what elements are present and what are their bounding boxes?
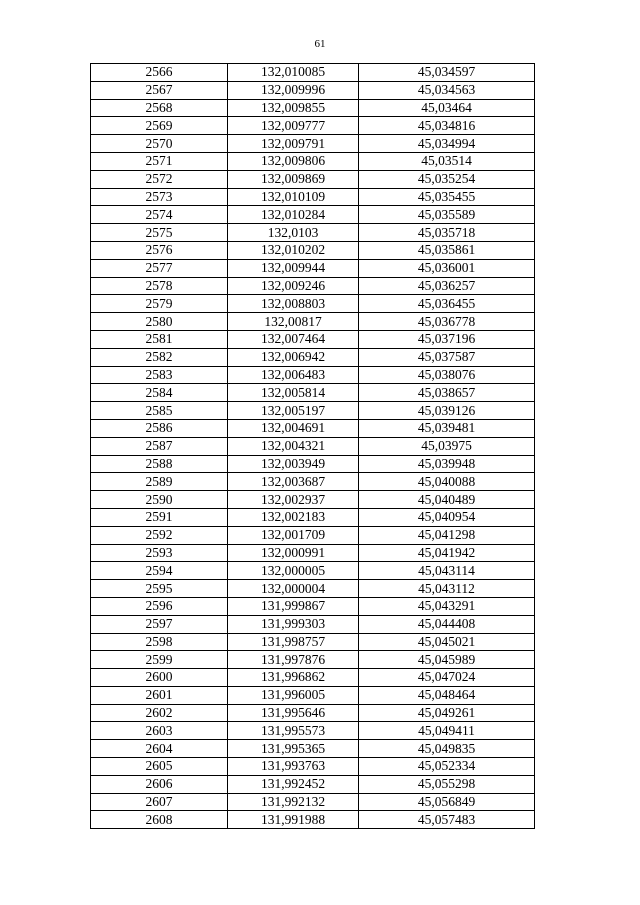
table-row: [91, 526, 535, 544]
point-number-cell: 2599: [91, 651, 228, 669]
table-row: [91, 224, 535, 242]
latitude-cell: 45,035861: [359, 241, 535, 259]
longitude-cell: 132,009777: [228, 117, 359, 135]
table-row: [91, 686, 535, 704]
point-number-cell: 2581: [91, 330, 228, 348]
table-row: [91, 348, 535, 366]
point-number-cell: 2594: [91, 562, 228, 580]
table-row: [91, 277, 535, 295]
longitude-cell: 131,991988: [228, 811, 359, 829]
table-row: [91, 562, 535, 580]
longitude-cell: 132,004691: [228, 419, 359, 437]
point-number-cell: 2568: [91, 99, 228, 117]
latitude-cell: 45,034816: [359, 117, 535, 135]
point-number-cell: 2588: [91, 455, 228, 473]
point-number-cell: 2572: [91, 170, 228, 188]
table-row: [91, 117, 535, 135]
point-number-cell: 2598: [91, 633, 228, 651]
longitude-cell: 132,009996: [228, 81, 359, 99]
point-number-cell: 2602: [91, 704, 228, 722]
longitude-cell: 132,006942: [228, 348, 359, 366]
table-row: [91, 508, 535, 526]
latitude-cell: 45,035589: [359, 206, 535, 224]
longitude-cell: 131,999867: [228, 597, 359, 615]
table-row: [91, 295, 535, 313]
table-row: [91, 793, 535, 811]
table-row: [91, 99, 535, 117]
point-number-cell: 2566: [91, 64, 228, 82]
page-number: 61: [314, 38, 326, 50]
latitude-cell: 45,041298: [359, 526, 535, 544]
latitude-cell: 45,036001: [359, 259, 535, 277]
longitude-cell: 132,003949: [228, 455, 359, 473]
table-row: [91, 135, 535, 153]
longitude-cell: 132,005814: [228, 384, 359, 402]
longitude-cell: 131,993763: [228, 758, 359, 776]
point-number-cell: 2575: [91, 224, 228, 242]
point-number-cell: 2605: [91, 758, 228, 776]
point-number-cell: 2582: [91, 348, 228, 366]
point-number-cell: 2587: [91, 437, 228, 455]
table-row: [91, 81, 535, 99]
longitude-cell: 132,003687: [228, 473, 359, 491]
longitude-cell: 132,009806: [228, 152, 359, 170]
table-row: [91, 170, 535, 188]
latitude-cell: 45,043114: [359, 562, 535, 580]
table-row: [91, 259, 535, 277]
table-row: [91, 491, 535, 509]
point-number-cell: 2576: [91, 241, 228, 259]
point-number-cell: 2586: [91, 419, 228, 437]
longitude-cell: 131,999303: [228, 615, 359, 633]
longitude-cell: 132,009944: [228, 259, 359, 277]
latitude-cell: 45,045021: [359, 633, 535, 651]
longitude-cell: 132,010109: [228, 188, 359, 206]
coordinates-table: [90, 63, 535, 829]
latitude-cell: 45,035455: [359, 188, 535, 206]
longitude-cell: 131,992132: [228, 793, 359, 811]
longitude-cell: 132,00817: [228, 313, 359, 331]
latitude-cell: 45,036778: [359, 313, 535, 331]
latitude-cell: 45,043112: [359, 580, 535, 598]
longitude-cell: 132,004321: [228, 437, 359, 455]
table-row: [91, 704, 535, 722]
latitude-cell: 45,040489: [359, 491, 535, 509]
point-number-cell: 2601: [91, 686, 228, 704]
latitude-cell: 45,035718: [359, 224, 535, 242]
latitude-cell: 45,041942: [359, 544, 535, 562]
point-number-cell: 2567: [91, 81, 228, 99]
longitude-cell: 132,010284: [228, 206, 359, 224]
longitude-cell: 132,002937: [228, 491, 359, 509]
longitude-cell: 132,006483: [228, 366, 359, 384]
table-row: [91, 811, 535, 829]
point-number-cell: 2593: [91, 544, 228, 562]
longitude-cell: 132,000004: [228, 580, 359, 598]
coordinates-table-body: [91, 64, 535, 829]
latitude-cell: 45,055298: [359, 775, 535, 793]
longitude-cell: 131,998757: [228, 633, 359, 651]
table-row: [91, 669, 535, 687]
latitude-cell: 45,036455: [359, 295, 535, 313]
latitude-cell: 45,049261: [359, 704, 535, 722]
latitude-cell: 45,039948: [359, 455, 535, 473]
table-row: [91, 384, 535, 402]
table-row: [91, 758, 535, 776]
point-number-cell: 2595: [91, 580, 228, 598]
point-number-cell: 2584: [91, 384, 228, 402]
table-row: [91, 366, 535, 384]
latitude-cell: 45,037196: [359, 330, 535, 348]
latitude-cell: 45,044408: [359, 615, 535, 633]
latitude-cell: 45,03975: [359, 437, 535, 455]
point-number-cell: 2579: [91, 295, 228, 313]
point-number-cell: 2580: [91, 313, 228, 331]
point-number-cell: 2585: [91, 402, 228, 420]
table-row: [91, 651, 535, 669]
point-number-cell: 2570: [91, 135, 228, 153]
longitude-cell: 132,0103: [228, 224, 359, 242]
latitude-cell: 45,038657: [359, 384, 535, 402]
longitude-cell: 131,992452: [228, 775, 359, 793]
longitude-cell: 132,009869: [228, 170, 359, 188]
latitude-cell: 45,049411: [359, 722, 535, 740]
table-row: [91, 402, 535, 420]
point-number-cell: 2583: [91, 366, 228, 384]
longitude-cell: 131,996005: [228, 686, 359, 704]
table-row: [91, 597, 535, 615]
table-row: [91, 740, 535, 758]
latitude-cell: 45,045989: [359, 651, 535, 669]
longitude-cell: 131,996862: [228, 669, 359, 687]
table-row: [91, 188, 535, 206]
latitude-cell: 45,040954: [359, 508, 535, 526]
longitude-cell: 132,009246: [228, 277, 359, 295]
table-row: [91, 437, 535, 455]
longitude-cell: 131,995365: [228, 740, 359, 758]
longitude-cell: 132,002183: [228, 508, 359, 526]
latitude-cell: 45,047024: [359, 669, 535, 687]
longitude-cell: 132,005197: [228, 402, 359, 420]
point-number-cell: 2597: [91, 615, 228, 633]
point-number-cell: 2592: [91, 526, 228, 544]
latitude-cell: 45,057483: [359, 811, 535, 829]
table-row: [91, 544, 535, 562]
table-row: [91, 152, 535, 170]
point-number-cell: 2608: [91, 811, 228, 829]
longitude-cell: 132,009855: [228, 99, 359, 117]
table-row: [91, 775, 535, 793]
longitude-cell: 132,009791: [228, 135, 359, 153]
table-row: [91, 206, 535, 224]
table-row: [91, 455, 535, 473]
point-number-cell: 2590: [91, 491, 228, 509]
latitude-cell: 45,056849: [359, 793, 535, 811]
table-row: [91, 473, 535, 491]
longitude-cell: 132,000005: [228, 562, 359, 580]
latitude-cell: 45,035254: [359, 170, 535, 188]
point-number-cell: 2600: [91, 669, 228, 687]
table-row: [91, 722, 535, 740]
latitude-cell: 45,039481: [359, 419, 535, 437]
latitude-cell: 45,03464: [359, 99, 535, 117]
table-row: [91, 241, 535, 259]
longitude-cell: 131,995646: [228, 704, 359, 722]
latitude-cell: 45,037587: [359, 348, 535, 366]
table-row: [91, 633, 535, 651]
point-number-cell: 2569: [91, 117, 228, 135]
table-row: [91, 419, 535, 437]
point-number-cell: 2606: [91, 775, 228, 793]
point-number-cell: 2589: [91, 473, 228, 491]
latitude-cell: 45,038076: [359, 366, 535, 384]
longitude-cell: 132,001709: [228, 526, 359, 544]
point-number-cell: 2578: [91, 277, 228, 295]
point-number-cell: 2607: [91, 793, 228, 811]
point-number-cell: 2574: [91, 206, 228, 224]
point-number-cell: 2603: [91, 722, 228, 740]
point-number-cell: 2573: [91, 188, 228, 206]
latitude-cell: 45,03514: [359, 152, 535, 170]
latitude-cell: 45,052334: [359, 758, 535, 776]
longitude-cell: 131,995573: [228, 722, 359, 740]
point-number-cell: 2577: [91, 259, 228, 277]
table-row: [91, 330, 535, 348]
point-number-cell: 2604: [91, 740, 228, 758]
table-row: [91, 313, 535, 331]
latitude-cell: 45,048464: [359, 686, 535, 704]
latitude-cell: 45,034563: [359, 81, 535, 99]
table-row: [91, 580, 535, 598]
point-number-cell: 2571: [91, 152, 228, 170]
point-number-cell: 2596: [91, 597, 228, 615]
longitude-cell: 132,010085: [228, 64, 359, 82]
longitude-cell: 132,010202: [228, 241, 359, 259]
latitude-cell: 45,040088: [359, 473, 535, 491]
latitude-cell: 45,034597: [359, 64, 535, 82]
longitude-cell: 132,007464: [228, 330, 359, 348]
latitude-cell: 45,049835: [359, 740, 535, 758]
latitude-cell: 45,036257: [359, 277, 535, 295]
latitude-cell: 45,043291: [359, 597, 535, 615]
longitude-cell: 132,000991: [228, 544, 359, 562]
point-number-cell: 2591: [91, 508, 228, 526]
longitude-cell: 131,997876: [228, 651, 359, 669]
table-row: [91, 64, 535, 82]
latitude-cell: 45,039126: [359, 402, 535, 420]
table-row: [91, 615, 535, 633]
longitude-cell: 132,008803: [228, 295, 359, 313]
latitude-cell: 45,034994: [359, 135, 535, 153]
